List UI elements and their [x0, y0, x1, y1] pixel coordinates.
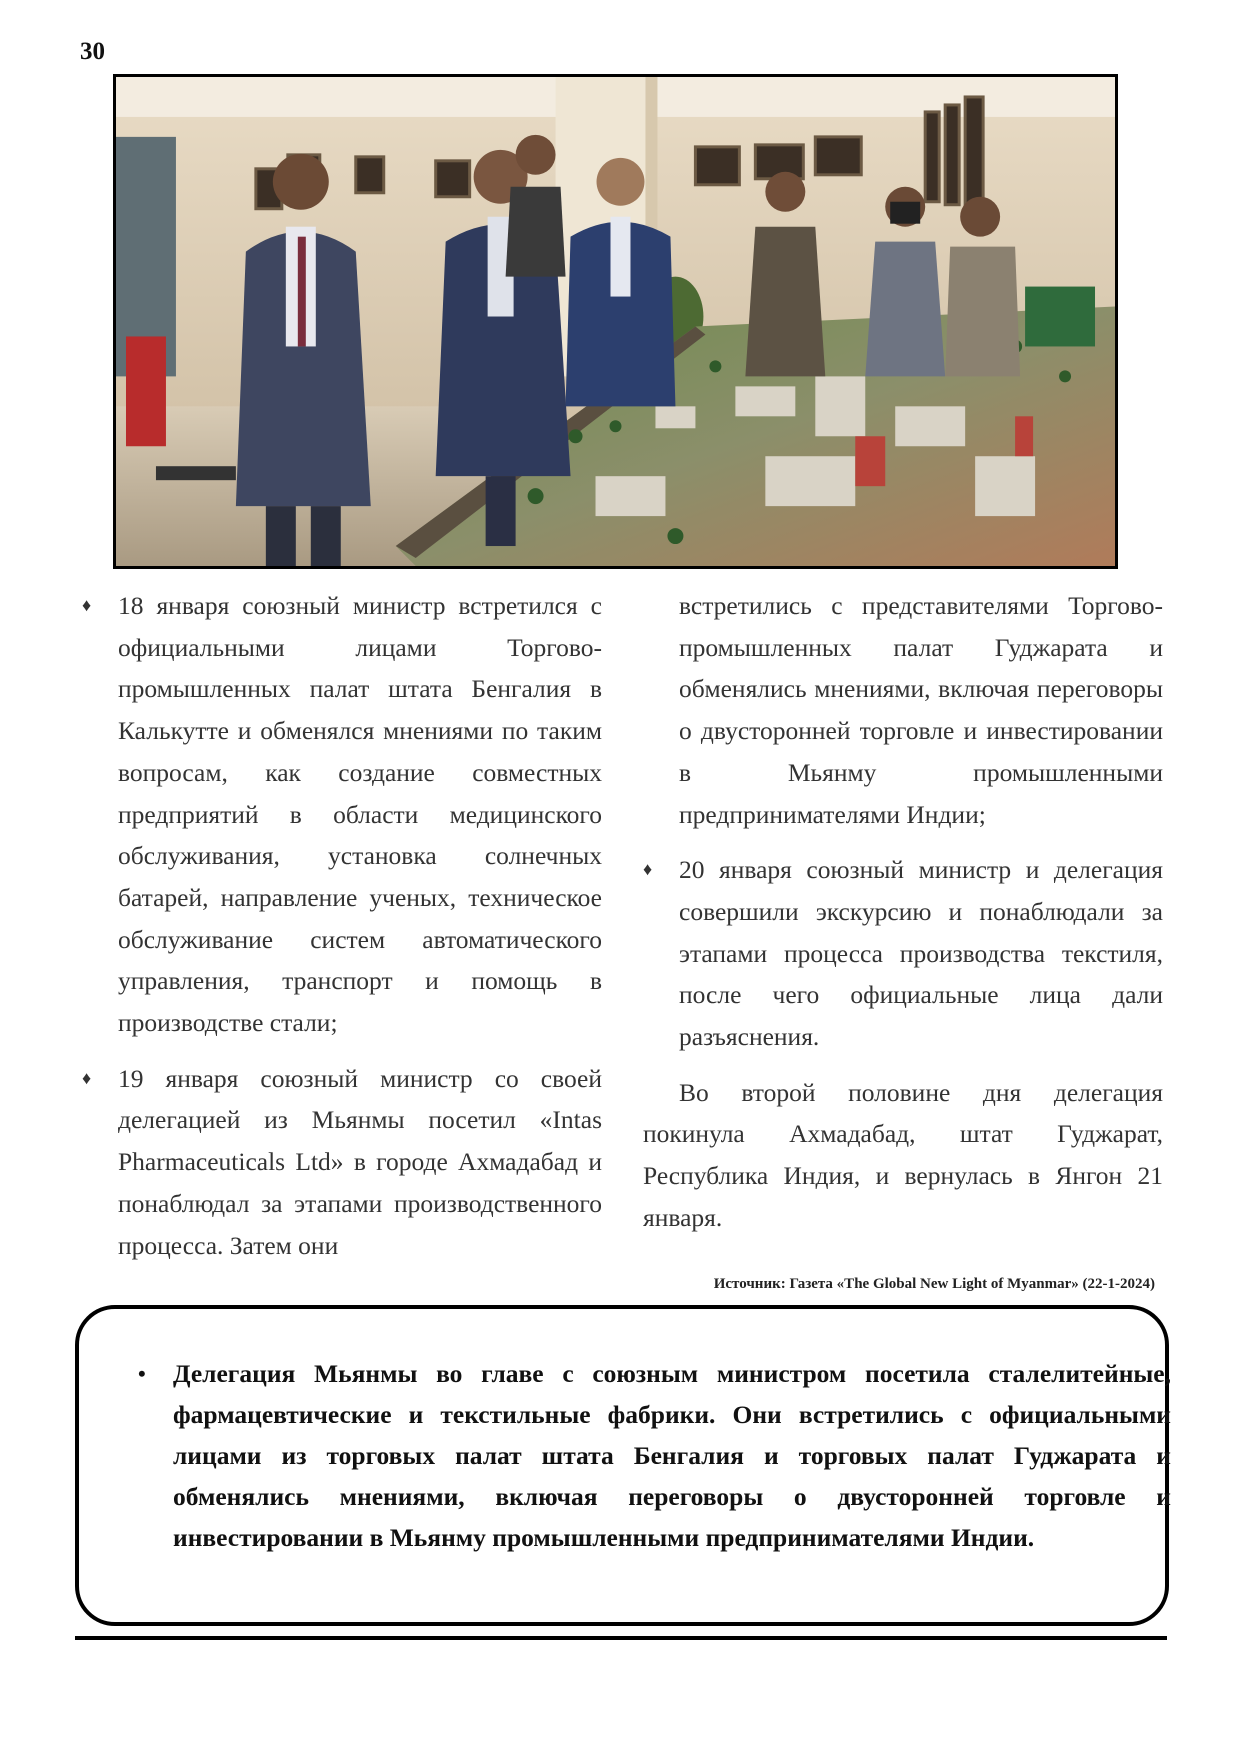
list-item-text: 19 января союзный министр со своей делегацией из Мьянмы посетил «Intas Pharmaceuticals Ltd» в городе Ахмадабад и понаблюдал за этапами производственного процесса. Затем они: [118, 1063, 602, 1260]
round-bullet-icon: •: [138, 1361, 146, 1386]
right-column: [643, 585, 1163, 1239]
bottom-divider: [75, 1636, 1167, 1640]
list-item: [643, 849, 1163, 1058]
list-item-continuation: встретились с представителями Торгово-промышленных палат Гуджарата и обменялись мнениями, включая переговоры о двусторонней торговле и инвестировании в Мьянму промышленными предпринимателями Индии;: [679, 591, 1163, 829]
list-item: [82, 585, 602, 1044]
diamond-bullet-icon: ♦: [82, 1067, 92, 1088]
list-item: [82, 1058, 602, 1267]
photo-delegation-industrial-model-icon: [116, 77, 1115, 566]
left-column: [82, 585, 602, 1266]
summary-text-block: [136, 1353, 1171, 1558]
source-credit: Источник: Газета «The Global New Light of Myanmar» (22-1-2024): [713, 1276, 1155, 1292]
diamond-bullet-icon: ♦: [82, 595, 92, 615]
diamond-bullet-icon: ♦: [643, 859, 653, 880]
list-item-text: 18 января союзный министр встретился с официальными лицами Торгово-промышленных палат штата Бенгалия в Калькутте и обменялся мнениями по таким вопросам, как создание совместных предприятий в области медицинского обслуживания, установка солнечных батарей, направление ученых, техническое обслуживание систем автоматического управления, транспорт и помощь в производстве стали;: [118, 591, 602, 1038]
page-number: 30: [80, 38, 105, 65]
summary-text: Делегация Мьянмы во главе с союзным министром посетила сталелитейные, фармацевтические и текстильные фабрики. Они встретились с официальными лицами из торговых палат штата Бенгалия и торговых палат Гуджарата и обменялись мнениями, включая переговоры о двусторонней торговле и инвестировании в Мьянму промышленными предпринимателями Индии.: [173, 1359, 1171, 1552]
closing-paragraph: Во второй половине дня делегация покинула Ахмадабад, штат Гуджарат, Республика Индия, и вернулась в Янгон 21 января.: [643, 1077, 1163, 1232]
summary-box: [75, 1305, 1169, 1626]
list-item-text: 20 января союзный министр и делегация совершили экскурсию и понаблюдали за этапами процесса производства текстиля, после чего официальные лица дали разъяснения.: [679, 855, 1163, 1052]
news-photo: [113, 74, 1118, 569]
